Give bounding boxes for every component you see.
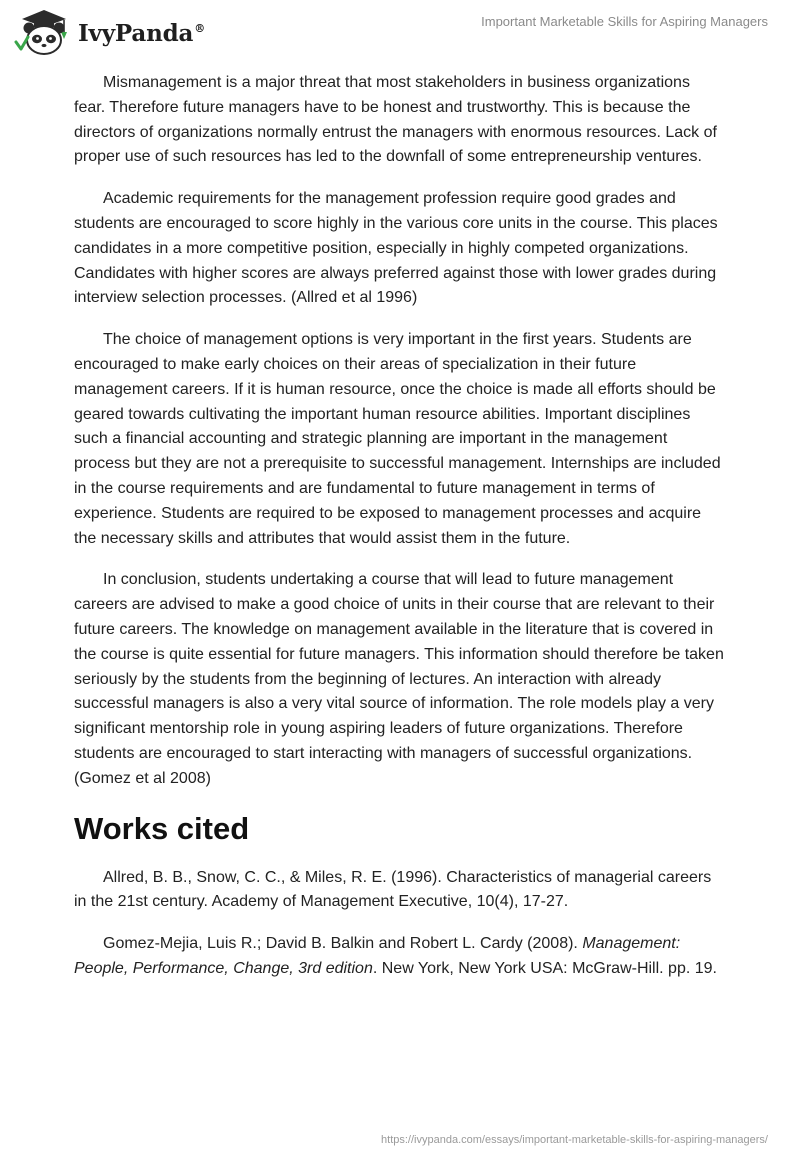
- paragraph: Mismanagement is a major threat that most stakeholders in business organizations fear. Therefore future managers have to be honest and trustworthy. This is because the directors of organizations normally entrust the managers with enormous resources. Lack of proper use of such resources has led to the downfall of some entrepreneurship ventures.: [74, 74, 717, 166]
- citation-entry: [74, 932, 724, 982]
- registered-mark: ®: [194, 21, 205, 35]
- citation-entry: Allred, B. B., Snow, C. C., & Miles, R. E. (1996). Characteristics of managerial careers in the 21st century. Academy of Management Executive, 10(4), 17-27.: [74, 868, 712, 911]
- essay-body: [74, 71, 724, 999]
- brand-name: IvyPanda®: [78, 19, 205, 47]
- citation-publisher: . New York, New York USA: McGraw-Hill. pp. 19.: [372, 959, 717, 977]
- page-header: [0, 0, 800, 64]
- brand-logo[interactable]: [14, 8, 205, 58]
- paragraph: In conclusion, students undertaking a course that will lead to future management careers are advised to make a good choice of units in their course that are relevant to their future careers. The knowledge on management available in the literature that is covered in the course is quite essential for future managers. This information should therefore be taken seriously by the students from the beginning of lectures. An interaction with already successful managers is also a very vital source of information. The role models play a very significant mentorship role in young aspiring leaders of future organizations. Therefore students are encouraged to start interacting with managers of successful organizations. (Gomez et al 2008): [74, 571, 724, 787]
- paragraph: The choice of management options is very important in the first years. Students are encouraged to make early choices on their areas of specialization in their future management careers. If it is human resource, once the choice is made all efforts should be geared towards cultivating the important human resource abilities. Important disciplines such a financial accounting and strategic planning are important in the management process but they are not a prerequisite to successful management. Internships are included in the course requirements and are fundamental to future management in terms of experience. Students are required to be exposed to management processes and acquire the necessary skills and attributes that would assist them in the future.: [74, 331, 721, 547]
- panda-graduate-icon: [14, 8, 74, 58]
- citation-book-title: Management: People, Performance, Change, 3rd edition: [74, 935, 681, 977]
- works-cited-heading: Works cited: [74, 810, 250, 846]
- citation-authors: Gomez-Mejia, Luis R.; David B. Balkin and Robert L. Cardy (2008).: [103, 935, 583, 953]
- source-url[interactable]: https://ivypanda.com/essays/important-marketable-skills-for-aspiring-managers/: [381, 1134, 768, 1146]
- paragraph: Academic requirements for the management profession require good grades and students are encouraged to score highly in the various core units in the course. This places candidates in a more competitive position, especially in highly competed organizations. Candidates with higher scores are always preferred against those with lower grades during interview selection processes. (Allred et al 1996): [74, 190, 718, 307]
- document-title: Important Marketable Skills for Aspiring Managers: [481, 14, 768, 29]
